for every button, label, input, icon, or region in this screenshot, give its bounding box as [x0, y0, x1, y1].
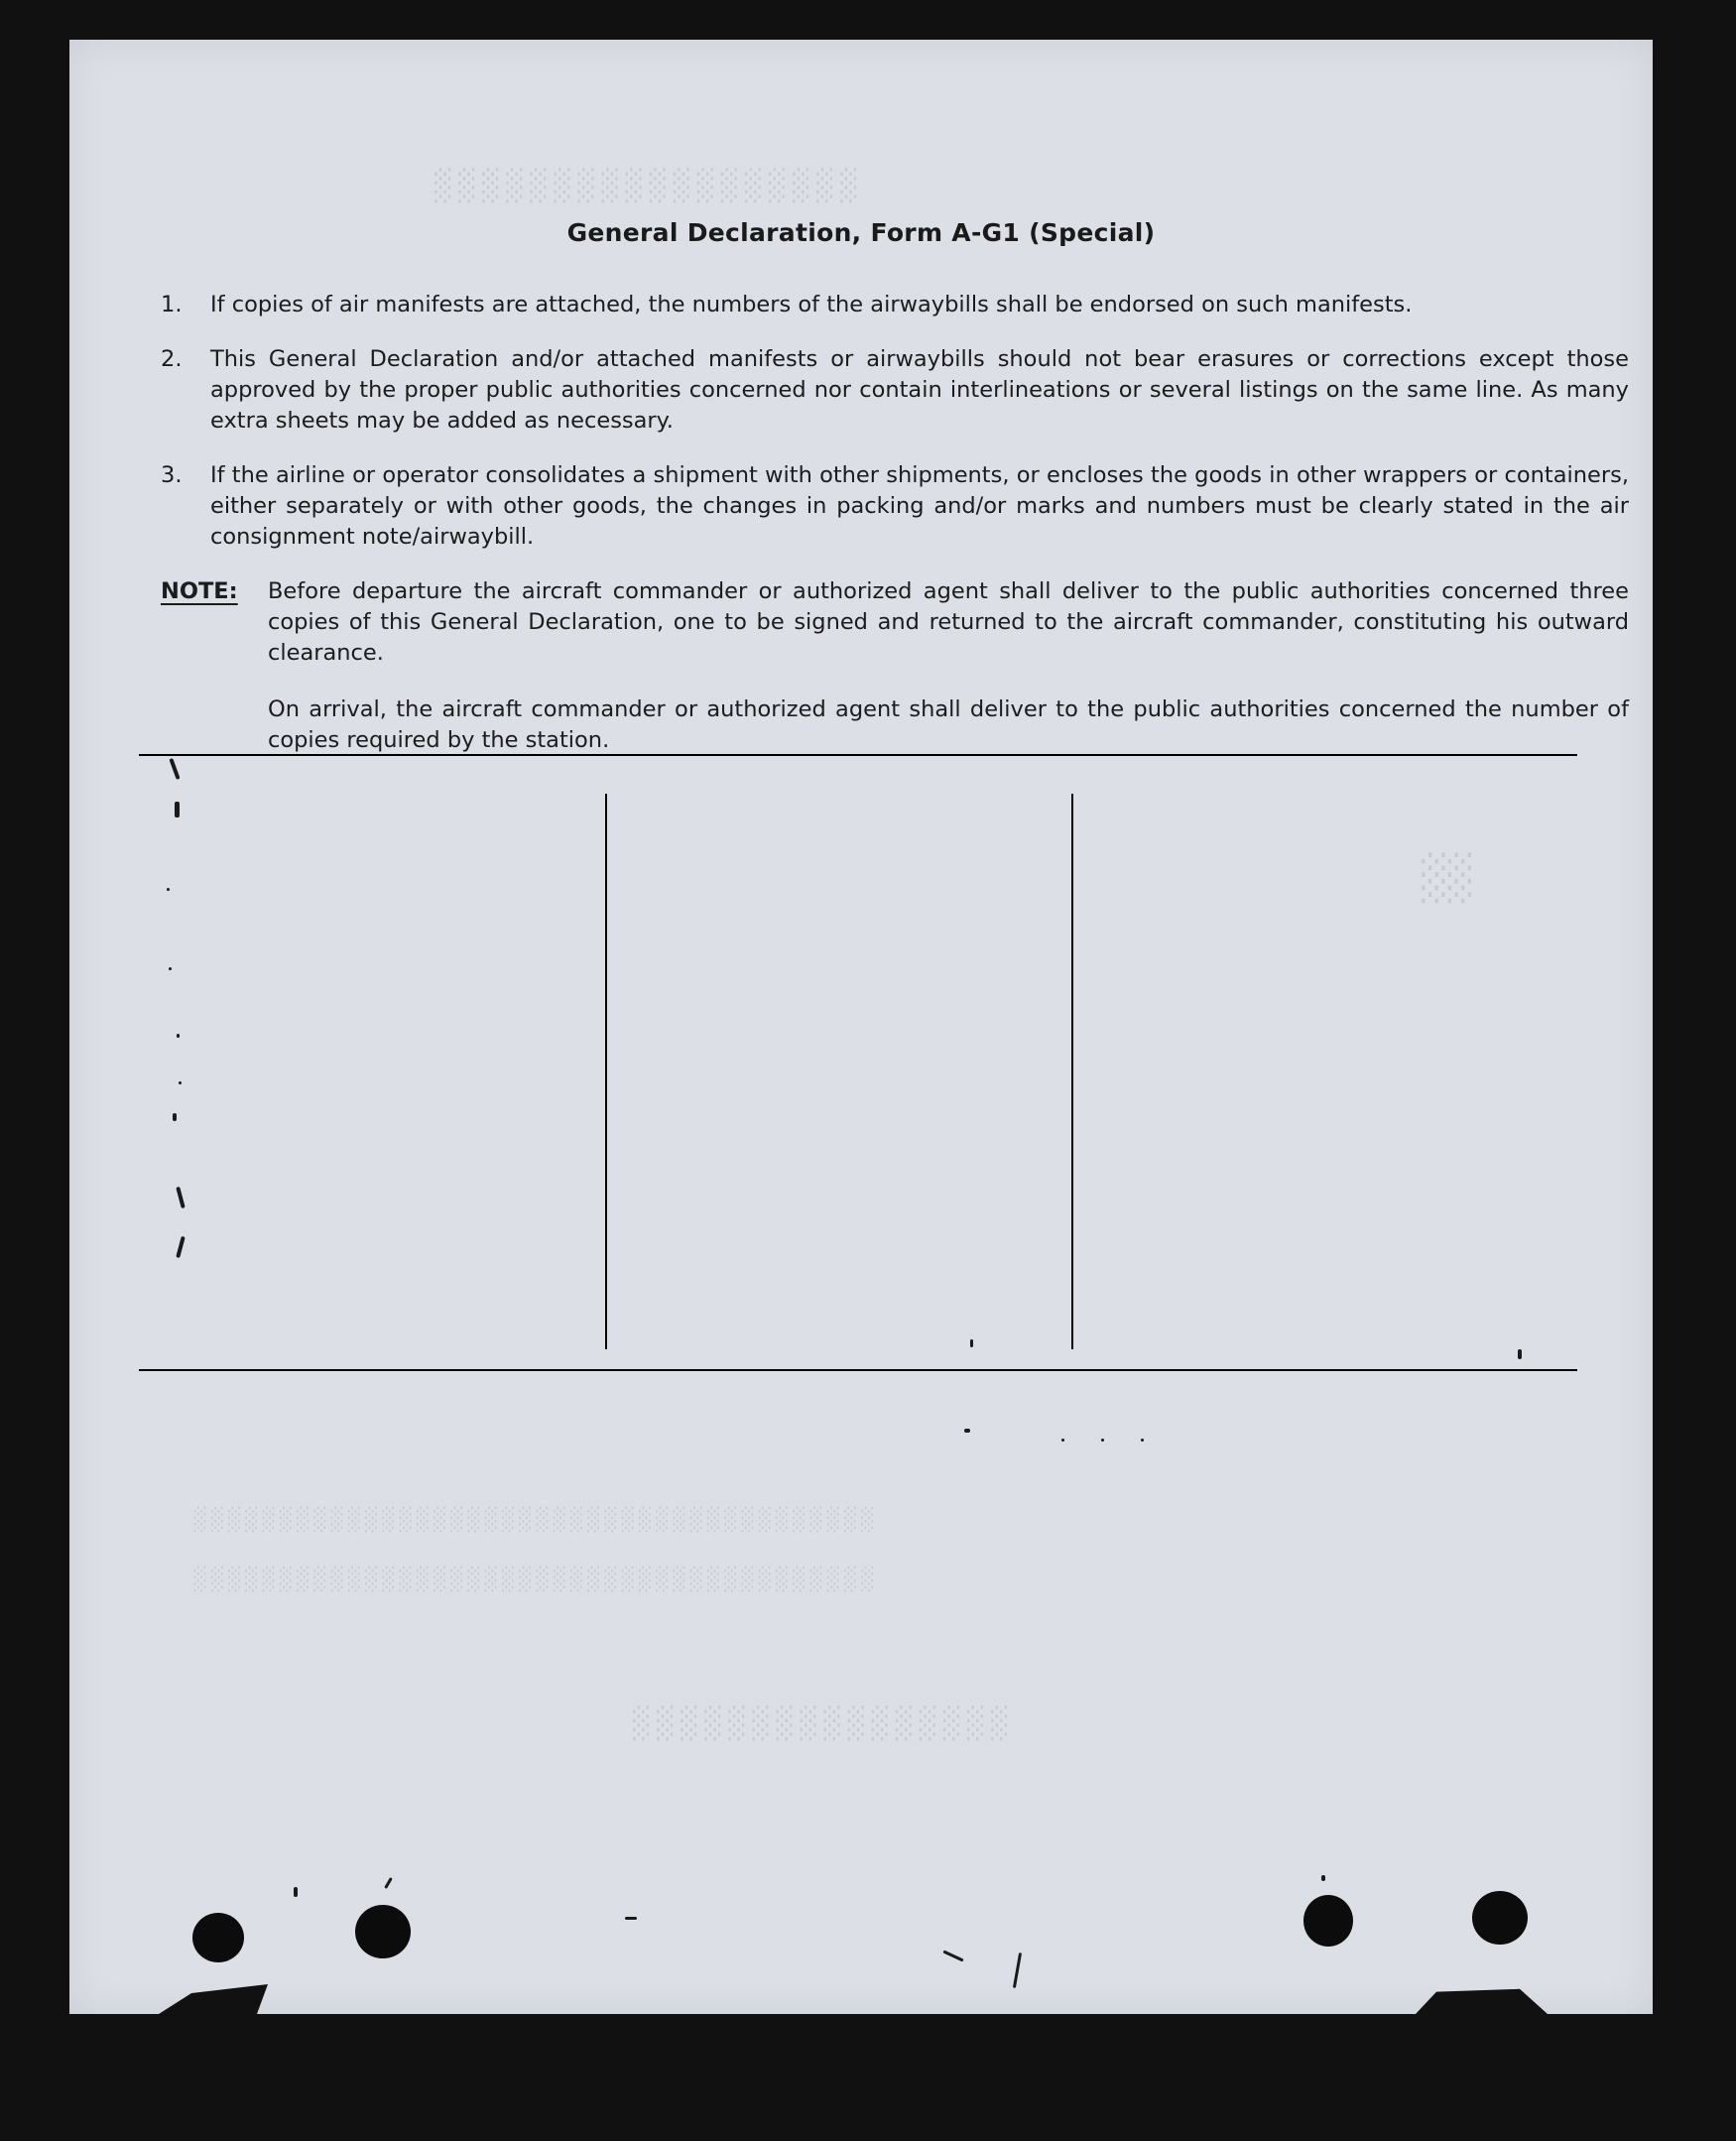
bleed-through-mark: ░░░░░░░░░░░░░░░░░░ [427, 169, 857, 203]
bleed-through-mark: ░░░░░░░░░░░░░░░░ [625, 1706, 1007, 1741]
scan-speck [625, 1917, 637, 1920]
scan-speck [970, 1339, 973, 1347]
bleed-through-mark: ░░ [1419, 853, 1471, 904]
scan-speck [964, 1429, 970, 1433]
binder-hole [1472, 1891, 1528, 1945]
item-text: If the airline or operator consolidates a shipment with other shipments, or encloses the goods in other wrappers or containers, either separately or with other goods, the changes in packing and/or marks and numbers must be clearly stated in the air consignment note/airwaybill. [210, 462, 1629, 550]
item-number: 3. [161, 462, 183, 488]
edge-tear [159, 1984, 268, 2014]
instruction-item [161, 460, 1629, 553]
binder-hole [192, 1913, 244, 1962]
note-label: NOTE: [161, 578, 238, 604]
scan-speck [1141, 1439, 1144, 1442]
scan-speck [179, 1081, 182, 1084]
bleed-through-mark: ░░░░░░░░░░░░░░░░░░░░░░░░░░░░░░░░░░░░░░░░ [188, 1508, 873, 1533]
document-title: General Declaration, Form A-G1 (Special) [566, 218, 1156, 247]
item-text: If copies of air manifests are attached, the numbers of the airwaybills shall be endorsed on such manifests. [210, 292, 1413, 317]
scan-speck [1518, 1349, 1522, 1359]
item-text: This General Declaration and/or attached manifests or airwaybills should not bear erasures or corrections except those approved by the proper public authorities concerned nor contain interlineations or several listings on the same line. As many extra sheets may be added as necessary. [210, 346, 1629, 434]
scan-speck [169, 967, 172, 970]
bleed-through-rule [1071, 794, 1073, 1349]
scan-speck [177, 1034, 180, 1038]
instruction-item [161, 290, 1629, 320]
edge-tear [1409, 1986, 1548, 2014]
scan-speck [175, 802, 180, 818]
binder-hole [1303, 1895, 1353, 1947]
item-number: 2. [161, 346, 183, 372]
note-paragraph: Before departure the aircraft commander or authorized agent shall deliver to the public authorities concerned three copies of this General Declaration, one to be signed and returned to the aircraft commander, constituting his outward clearance. [268, 578, 1629, 666]
scan-speck [1061, 1439, 1064, 1442]
scan-speck [294, 1887, 298, 1897]
scan-speck [942, 1950, 963, 1961]
bleed-through-rule [139, 1369, 1577, 1371]
document-page [69, 40, 1653, 2014]
scan-speck [167, 888, 170, 891]
note-body [268, 576, 1629, 782]
scan-speck [384, 1877, 393, 1889]
note-paragraph: On arrival, the aircraft commander or authorized agent shall deliver to the public authorities concerned the number of copies required by the station. [268, 696, 1629, 753]
scan-speck [176, 1236, 186, 1258]
scan-speck [1321, 1875, 1325, 1881]
bleed-through-rule [605, 794, 607, 1349]
scan-speck [176, 1187, 186, 1208]
scan-speck [173, 1113, 177, 1121]
note-section [161, 576, 1629, 782]
scan-speck [1101, 1439, 1104, 1442]
item-number: 1. [161, 292, 183, 317]
instruction-item [161, 344, 1629, 437]
binder-hole [355, 1905, 411, 1958]
bleed-through-mark: ░░░░░░░░░░░░░░░░░░░░░░░░░░░░░░░░░░░░░░░░ [188, 1568, 873, 1592]
scan-speck [1013, 1952, 1022, 1988]
instructions-list [161, 290, 1629, 782]
